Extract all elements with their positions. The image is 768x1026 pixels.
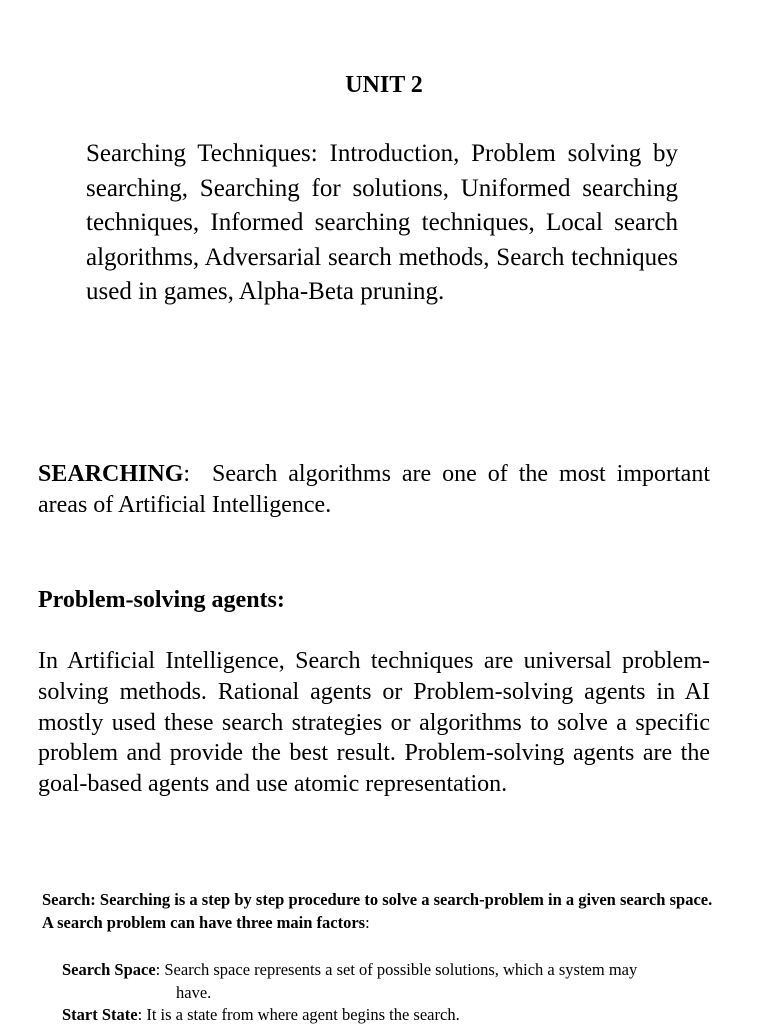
searching-definition-text: Search algorithms are one of the most important areas of Artificial Intelligence.: [38, 461, 710, 518]
searching-separator: :: [183, 461, 191, 487]
search-space-term: Search Space: [62, 960, 156, 979]
start-state-term: Start State: [62, 1005, 138, 1024]
factor-start-state: [62, 1003, 752, 1026]
search-space-desc: : Search space represents a set of possible solutions, which a system may: [155, 960, 638, 979]
start-state-desc: : It is a state from where agent begins the search.: [137, 1005, 460, 1024]
searching-term: SEARCHING: [38, 461, 184, 487]
problem-solving-paragraph: In Artificial Intelligence, Search techniques are universal problem-solving methods. Rational agents or Problem-solving agents in AI mostly used these search strategies or algorithms to solve a specific problem and provide the best result. Problem-solving agents are the goal-based agents and use atomic representation.: [38, 648, 710, 798]
search-definition-tail: :: [365, 913, 370, 932]
unit-title: UNIT 2: [345, 72, 423, 98]
search-definition: [42, 888, 722, 934]
problem-solving-heading: Problem-solving agents:: [38, 587, 285, 613]
search-space-desc-wrap: have.: [176, 983, 212, 1002]
syllabus-paragraph: Searching Techniques: Introduction, Problem solving by searching, Searching for solutions, Uniformed searching techniques, Informed searching techniques, Local search algorithms, Adversarial search methods, Search techniques used in games, Alpha-Beta pruning.: [86, 140, 678, 306]
search-definition-text: Search: Searching is a step by step procedure to solve a search-problem in a given search space. A search problem can have three main factors: [42, 890, 713, 932]
factor-search-space: [62, 958, 752, 1004]
searching-definition: [38, 459, 710, 521]
